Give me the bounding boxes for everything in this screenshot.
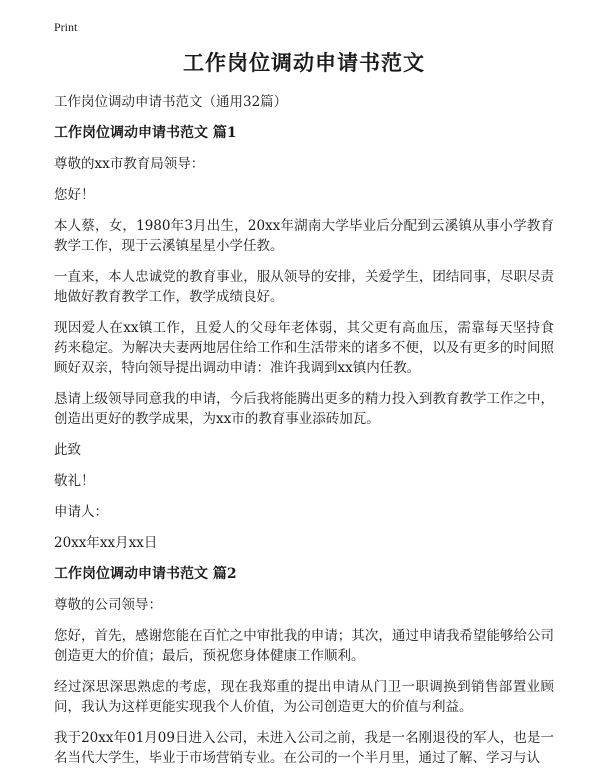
document-subtitle: 工作岗位调动申请书范文（通用32篇） (54, 94, 288, 110)
paragraph: 本人蔡，女，1980年3月出生，20xx年湖南大学毕业后分配到云溪镇从事小学教育教学工作，现于云溪镇星星小学任教。 (54, 218, 554, 254)
section-heading: 工作岗位调动申请书范文 篇2 (54, 566, 237, 582)
document-title: 工作岗位调动申请书范文 (183, 50, 425, 75)
paragraph: 现因爱人在xx镇工作，且爱人的父母年老体弱，其父更有高血压，需靠每天坚持食药来稳定。为解决夫妻两地居住给工作和生活带来的诸多不便，以及有更多的时间照顾好双亲，特向领导提出调动申请：准许我调到xx镇内任教。 (54, 320, 554, 376)
paragraph: 尊敬的公司领导： (54, 597, 162, 613)
document-page (54, 48, 554, 779)
paragraph: 尊敬的xx市教育局领导： (54, 156, 205, 172)
print-label: Print (54, 20, 78, 34)
paragraph: 申请人： (54, 504, 108, 520)
section-2 (54, 564, 554, 768)
paragraph: 20xx年xx月xx日 (54, 535, 158, 551)
paragraph: 敬礼！ (54, 473, 95, 489)
section-1 (54, 123, 554, 553)
paragraph: 您好，首先，感谢您能在百忙之中审批我的申请；其次，通过申请我希望能够给公司创造更大的价值；最后，预祝您身体健康工作顺利。 (54, 628, 554, 664)
section-heading: 工作岗位调动申请书范文 篇1 (54, 125, 237, 141)
paragraph: 一直来，本人忠诚党的教育事业，服从领导的安排，关爱学生，团结同事，尽职尽责地做好教育教学工作，教学成绩良好。 (54, 269, 554, 305)
paragraph: 您好！ (54, 187, 95, 203)
paragraph: 此致 (54, 442, 81, 458)
paragraph: 我于20xx年01月09日进入公司，未进入公司之前，我是一名刚退役的军人，也是一名当代大学生，毕业于市场营销专业。在公司的一个半月里，通过了解、学习与认 (54, 730, 554, 766)
paragraph: 恳请上级领导同意我的申请，今后我将能腾出更多的精力投入到教育教学工作之中，创造出更好的教学成果，为xx市的教育事业添砖加瓦。 (54, 391, 554, 427)
paragraph: 经过深思深思熟虑的考虑，现在我郑重的提出申请从门卫一职调换到销售部置业顾问，我认为这样更能实现我个人价值，为公司创造更大的价值与利益。 (54, 679, 554, 715)
